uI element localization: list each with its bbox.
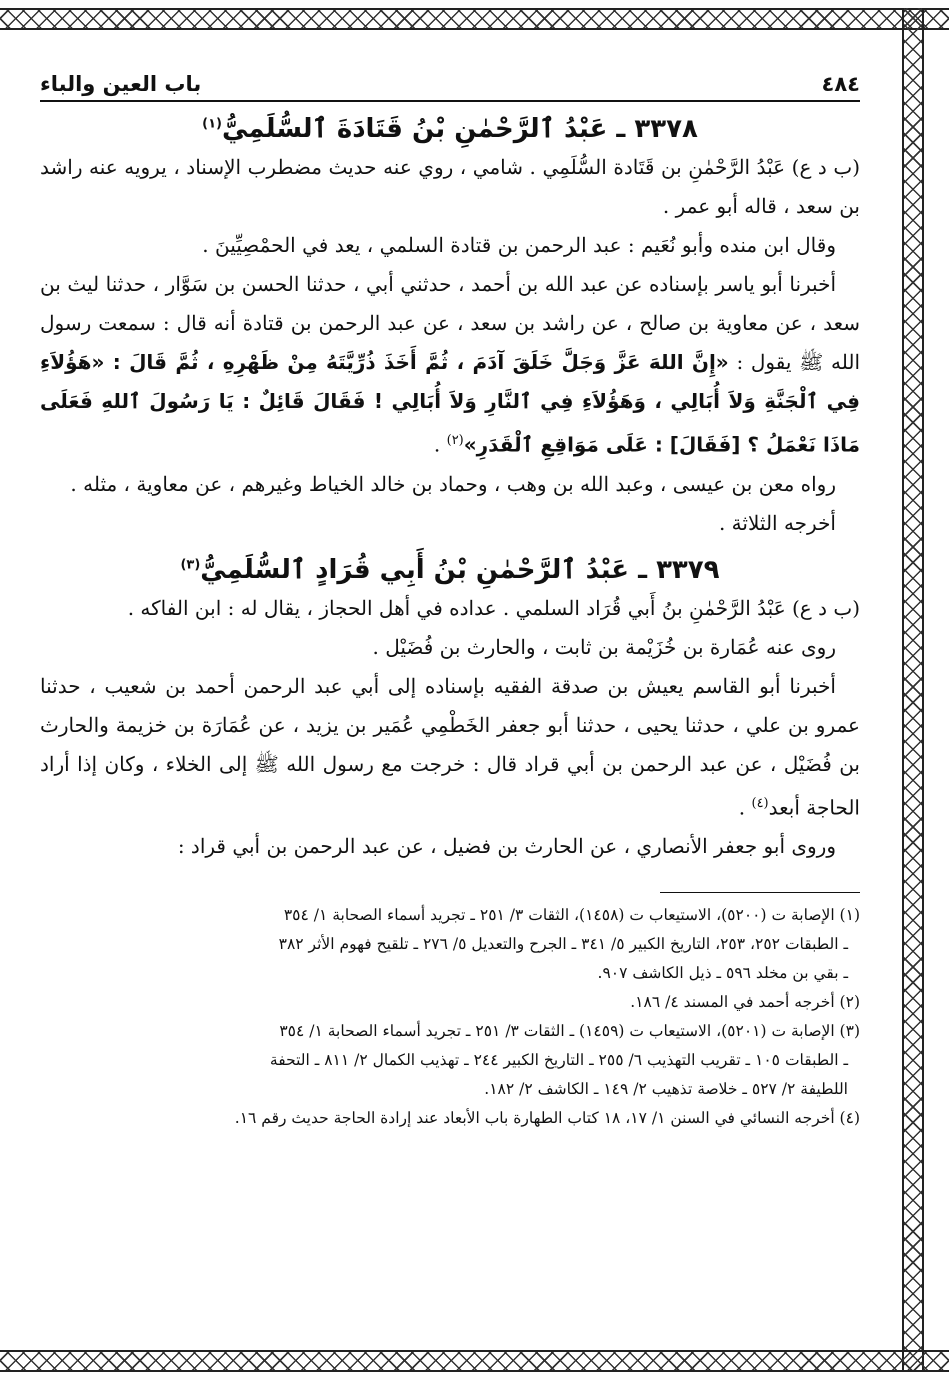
- sentence-end: .: [738, 795, 752, 820]
- footnote-1-cont: ـ بقي بن مخلد ٥٩٦ ـ ذيل الكاشف ٩٠٧.: [597, 964, 848, 983]
- decorative-border-top: [0, 8, 949, 30]
- entry-paragraph: روى عنه عُمَارة بن خُزَيْمة بن ثابت ، والحارث بن فُضَيْل .: [372, 634, 836, 659]
- entry-paragraph: (ب د ع) عَبْدُ الرَّحْمٰنِ بن قَتَادة السُّلَمِي . شامي ، روي عنه حديث مضطرب الإسناد ، يرويه عنه راشد بن سعد ، قاله أبو عمر .: [40, 155, 860, 218]
- running-header: [40, 62, 860, 102]
- entry-title-3378: [40, 114, 860, 144]
- footnote-1: (١) الإصابة ت (٥٢٠٠)، الاستيعاب ت (١٤٥٨)، الثقات ٣/ ٢٥١ ـ تجريد أسماء الصحابة ١/ ٣٥٤: [283, 906, 860, 925]
- hadith-text: «إِنَّ اللهَ عَزَّ وَجَلَّ خَلَقَ آدَمَ ، ثُمَّ أَخَذَ ذُرِّيَّتَهُ مِنْ ظَهْرِهِ ، ثُمَّ قَالَ : «هَؤُلاَءِ فِي ٱلْجَنَّةِ وَلاَ أُبَالِي ، وَهَؤُلاَءِ فِي ٱلنَّارِ وَلاَ أُبَالِي ! فَقَالَ قَائِلٌ : يَا رَسُولَ ٱللهِ فَعَلَى مَاذَا نَعْمَلُ ؟ [فَقَالَ] : عَلَى مَوَاقِعِ ٱلْقَدَرِ»: [40, 350, 860, 457]
- sentence-end: .: [433, 432, 447, 457]
- entry-title-text: ٣٣٧٩ ـ عَبْدُ ٱلرَّحْمٰنِ بْنُ أَبِي قُرَادٍ ٱلسُّلَمِيُّ: [200, 554, 720, 585]
- decorative-border-right: [902, 8, 924, 1372]
- hadith-paragraph: [40, 265, 860, 465]
- entry-paragraph: وروى أبو جعفر الأنصاري ، عن الحارث بن فضيل ، عن عبد الرحمن بن أبي قراد :: [177, 834, 836, 859]
- footnote-1-cont: ـ الطبقات ٢٥٢، ٢٥٣، التاريخ الكبير ٥/ ٣٤١ ـ الجرح والتعديل ٥/ ٢٧٦ ـ تلقيح فهوم الأثر ٣٨٢: [278, 935, 848, 954]
- footnote-3: (٣) الإصابة ت (٥٢٠١)، الاستيعاب ت (١٤٥٩) ـ الثقات ٣/ ٢٥١ ـ تجريد أسماء الصحابة ١/ ٣٥٤: [279, 1022, 860, 1041]
- book-page: [40, 62, 860, 1332]
- footnote-3-cont: ـ الطبقات ١٠٥ ـ تقريب التهذيب ٦/ ٢٥٥ ـ التاريخ الكبير ٢٤٤ ـ تهذيب الكمال ٢/ ٨١١ ـ التحفة: [269, 1051, 848, 1070]
- entry-paragraph: (ب د ع) عَبْدُ الرَّحْمٰنِ بنُ أَبي قُرَاد السلمي . عداده في أهل الحجاز ، يقال له : ابن الفاكه .: [127, 595, 860, 620]
- footnote-ref: (٣): [180, 557, 201, 572]
- footnote-ref: (٢): [446, 433, 464, 448]
- footnotes: [40, 901, 860, 1133]
- isnad-text: أخبرنا أبو القاسم يعيش بن صدقة الفقيه بإسناده إلى أبي عبد الرحمن أحمد بن شعيب ، حدثنا عمرو بن علي ، حدثنا يحيى ، حدثنا أبو جعفر الخَطْمِي عُمَير بن يزيد ، عن عُمَارَة بن خزيمة والحارث بن فُضَيْل ، عن عبد الرحمن بن أبي قراد قال : خرجت مع رسول الله ﷺ إلى الخلاء ، وكان إذا أراد الحاجة أبعد: [40, 673, 860, 820]
- footnote-3-cont: اللطيفة ٢/ ٥٢٧ ـ خلاصة تذهيب ٢/ ١٤٩ ـ الكاشف ٢/ ١٨٢.: [484, 1080, 848, 1099]
- isnad-text: أخبرنا أبو ياسر بإسناده عن عبد الله بن أحمد ، حدثني أبي ، حدثنا الحسن بن سَوَّار ، حدثنا ليث بن سعد ، عن معاوية بن صالح ، عن راشد بن سعد ، عن عبد الرحمن بن قتادة أنه قال : سمعت رسول الله ﷺ يقول :: [40, 272, 861, 374]
- footnote-ref: (٤): [751, 795, 769, 811]
- footnote-separator: [660, 892, 860, 893]
- entry-paragraph: رواه معن بن عيسى ، وعبد الله بن وهب ، وحماد بن خالد الخياط وغيرهم ، عن معاوية ، مثله .: [70, 471, 836, 496]
- entry-paragraph: وقال ابن منده وأبو نُعَيم : عبد الرحمن بن قتادة السلمي ، يعد في الحمْصِيِّينَ .: [202, 233, 836, 257]
- page-number: ٤٨٤: [821, 72, 860, 96]
- decorative-border-bottom: [0, 1350, 949, 1372]
- entry-paragraph: أخرجه الثلاثة .: [718, 510, 836, 535]
- entry-title-text: ٣٣٧٨ ـ عَبْدُ ٱلرَّحْمٰنِ بْنُ قَتَادَةَ ٱلسُّلَمِيُّ: [221, 114, 698, 144]
- footnote-ref: (١): [202, 116, 222, 132]
- entry-title-3379: [40, 555, 860, 585]
- section-title: باب العين والباء: [40, 72, 202, 96]
- hadith-paragraph: [40, 667, 860, 828]
- footnote-rule-wrap: [40, 892, 860, 893]
- footnote-4: (٤) أخرجه النسائي في السنن ١/ ١٧، ١٨ كتاب الطهارة باب الأبعاد عند إرادة الحاجة حديث رقم ١٦.: [234, 1109, 860, 1128]
- footnote-2: (٢) أخرجه أحمد في المسند ٤/ ١٨٦.: [630, 993, 860, 1012]
